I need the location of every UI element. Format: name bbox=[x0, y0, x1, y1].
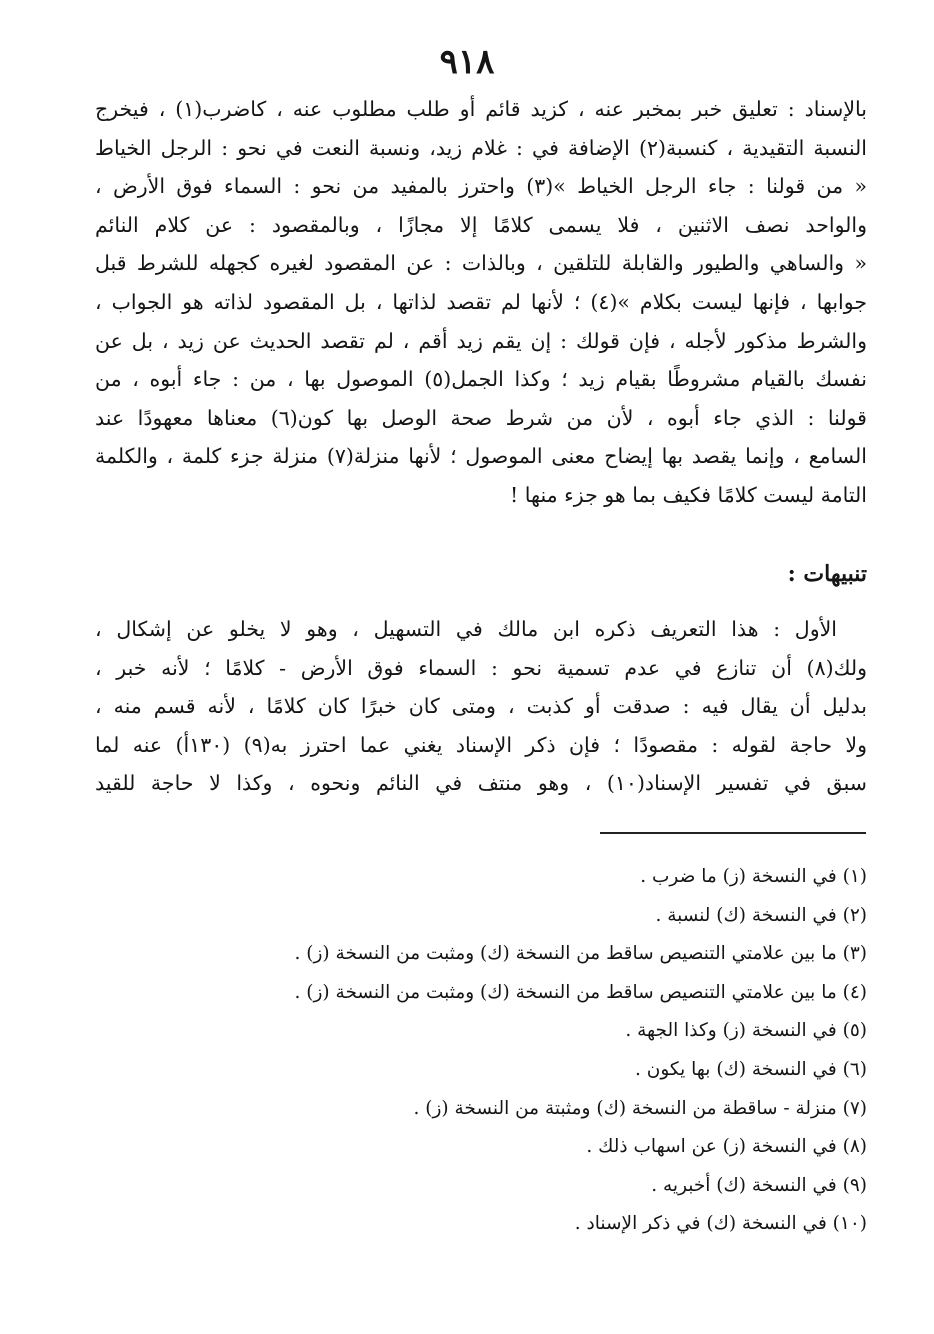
text-line: الأول : هذا التعريف ذكره ابن مالك في التسهيل ، وهو لا يخلو عن إشكال ، bbox=[95, 617, 837, 641]
text-line: والواحد نصف الاثنين ، فلا يسمى كلامًا إلا مجازًا ، وبالمقصود : عن كلام النائم bbox=[95, 212, 867, 237]
footnote-item: (٨) في النسخة (ز) عن اسهاب ذلك . bbox=[586, 1136, 867, 1158]
text-line: النسبة التقيدية ، كنسبة(٢) الإضافة في : غلام زيد، ونسبة النعت في نحو : الرجل الخياط bbox=[95, 135, 867, 160]
text-line: بالإسناد : تعليق خبر بمخبر عنه ، كزيد قائم أو طلب مطلوب عنه ، كاضرب(١) ، فيخرج bbox=[95, 97, 867, 121]
footnote-item: (٩) في النسخة (ك) أخبريه . bbox=[651, 1174, 867, 1196]
text-line: بدليل أن يقال فيه : صدقت أو كذبت ، ومتى كان خبرًا كان كلامًا ، لأنه قسم منه ، bbox=[95, 694, 867, 718]
footnote-item: (٥) في النسخة (ز) وكذا الجهة . bbox=[625, 1020, 867, 1042]
footnote-item: (١) في النسخة (ز) ما ضرب . bbox=[640, 866, 867, 887]
footnotes bbox=[95, 858, 867, 1244]
text-line: نفسك بالقيام مشروطًا بقيام زيد ؛ وكذا الجمل(٥) الموصول بها ، من : جاء أبوه ، من bbox=[95, 367, 867, 392]
text-line: ولا حاجة لقوله : مقصودًا ؛ فإن ذكر الإسناد يغني عما احترز به(٩) (١٣٠أ) عنه لما bbox=[95, 732, 867, 757]
main-text bbox=[95, 90, 867, 515]
notes-text bbox=[95, 610, 867, 803]
text-line: قولنا : الذي جاء أبوه ، لأن من شرط صحة الوصل بها كون(٦) معناها معهودًا عند bbox=[95, 405, 867, 430]
text-line: والشرط مذكور لأجله ، فإن قولك : إن يقم زيد أقم ، لم تقصد الحديث عن زيد ، بل عن bbox=[95, 328, 867, 353]
text-line: جوابها ، فإنها ليست بكلام »(٤) ؛ لأنها لم تقصد لذاتها ، بل المقصود لذاته هو الجواب ، bbox=[95, 289, 867, 314]
text-line: التامة ليست كلامًا فكيف بما هو جزء منها ! bbox=[510, 482, 867, 507]
footnote-item: (١٠) في النسخة (ك) في ذكر الإسناد . bbox=[574, 1213, 867, 1235]
footnote-divider bbox=[600, 832, 866, 834]
footnote-item: (٣) ما بين علامتي التنصيص ساقط من النسخة (ك) ومثبت من النسخة (ز) . bbox=[294, 943, 867, 965]
footnote-item: (٢) في النسخة (ك) لنسبة . bbox=[655, 904, 867, 926]
text-line: « من قولنا : جاء الرجل الخياط »(٣) واحترز بالمفيد من نحو : السماء فوق الأرض ، bbox=[95, 174, 867, 199]
footnote-item: (٦) في النسخة (ك) بها يكون . bbox=[634, 1058, 867, 1080]
section-heading: تنبيهات : bbox=[787, 561, 867, 587]
footnote-item: (٤) ما بين علامتي التنصيص ساقط من النسخة (ك) ومثبت من النسخة (ز) . bbox=[294, 981, 867, 1003]
text-line: سبق في تفسير الإسناد(١٠) ، وهو منتف في النائم ونحوه ، وكذا لا حاجة للقيد bbox=[95, 771, 867, 795]
page-number: ٩١٨ bbox=[439, 42, 495, 82]
text-line: ولك(٨) أن تنازع في عدم تسمية نحو : السماء فوق الأرض - كلامًا ؛ لأنه خبر ، bbox=[95, 655, 867, 680]
footnote-item: (٧) منزلة - ساقطة من النسخة (ك) ومثبتة من النسخة (ز) . bbox=[413, 1097, 867, 1119]
text-line: السامع ، وإنما يقصد بها إيضاح معنى الموصول ؛ لأنها منزلة(٧) منزلة جزء كلمة ، والكلمة bbox=[95, 444, 867, 469]
text-line: « والساهي والطيور والقابلة للتلقين ، وبالذات : عن المقصود لغيره كجهله للشرط قبل bbox=[95, 251, 867, 276]
